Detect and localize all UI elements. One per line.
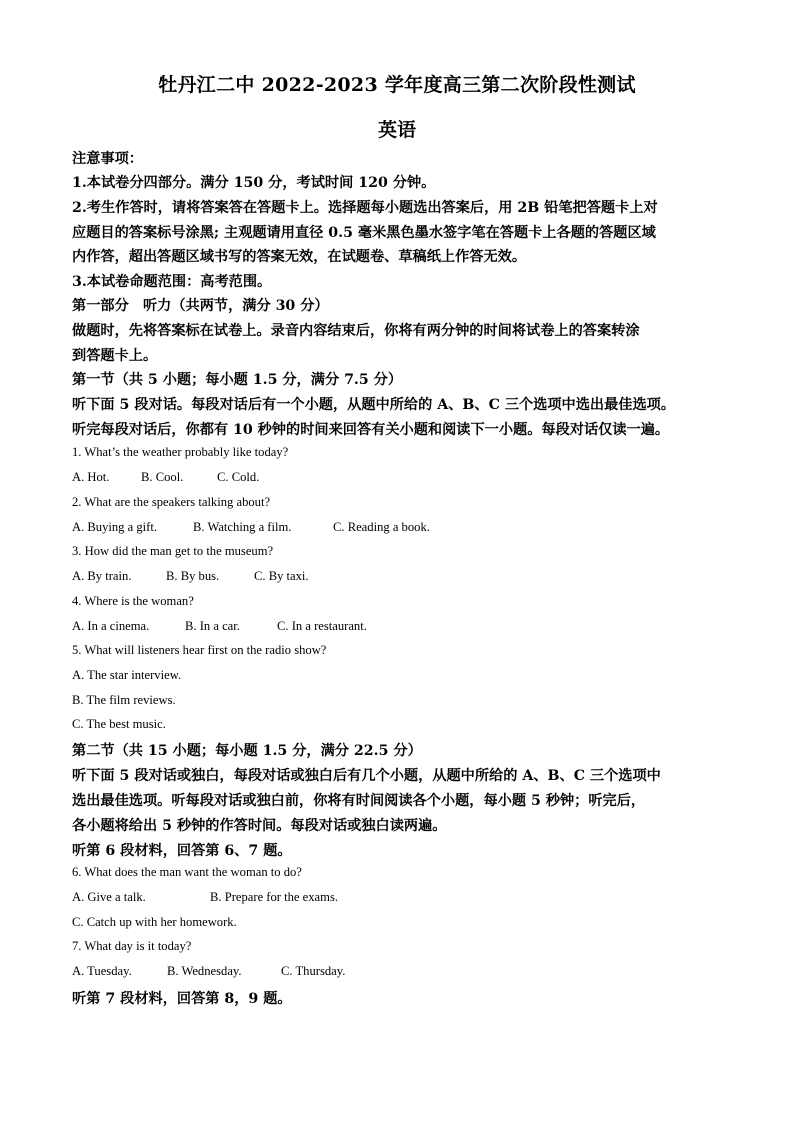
question-7-option-c: C. Thursday. bbox=[281, 964, 346, 978]
section2-heading: 第二节（共 15 小题；每小题 1.5 分，满分 22.5 分） bbox=[72, 743, 422, 759]
question-6-options bbox=[72, 890, 338, 905]
question-1-stem: 1. What’s the weather probably like today? bbox=[72, 445, 289, 459]
question-4-option-a: A. In a cinema. bbox=[72, 619, 150, 633]
question-5-stem: 5. What will listeners hear first on the radio show? bbox=[72, 643, 327, 657]
question-6-option-b: B. Prepare for the exams. bbox=[210, 890, 338, 904]
question-3-option-b: B. By bus. bbox=[166, 569, 220, 583]
subject-title: 英语 bbox=[377, 119, 416, 141]
note-item-3: 3.本试卷命题范围：高考范围。 bbox=[72, 274, 272, 290]
section1-instruction-line-1: 听下面 5 段对话。每段对话后有一个小题，从题中所给的 A、B、C 三个选项中选出最佳选项。 bbox=[72, 397, 676, 413]
question-1-options bbox=[72, 470, 259, 485]
part1-intro-line-2: 到答题卡上。 bbox=[72, 348, 158, 364]
question-6-stem: 6. What does the man want the woman to do? bbox=[72, 865, 302, 879]
material-6-heading: 听第 6 段材料，回答第 6、7 题。 bbox=[72, 843, 292, 859]
question-7-stem: 7. What day is it today? bbox=[72, 939, 192, 953]
question-2-option-c: C. Reading a book. bbox=[333, 520, 430, 534]
question-1-option-b: B. Cool. bbox=[141, 470, 184, 484]
exam-title: 牡丹江二中 2022-2023 学年度高三第二次阶段性测试 bbox=[158, 74, 636, 96]
notes-heading: 注意事项： bbox=[72, 151, 143, 167]
question-2-stem: 2. What are the speakers talking about? bbox=[72, 495, 271, 509]
question-3-stem: 3. How did the man get to the museum? bbox=[72, 544, 274, 558]
section2-instruction-line-2: 选出最佳选项。听每段对话或独白前，你将有时间阅读各个小题，每小题 5 秒钟；听完后， bbox=[72, 793, 646, 809]
question-1-option-c: C. Cold. bbox=[217, 470, 260, 484]
question-2-option-b: B. Watching a film. bbox=[193, 520, 292, 534]
question-3-option-a: A. By train. bbox=[72, 569, 132, 583]
question-5-option-c: C. The best music. bbox=[72, 717, 166, 731]
question-4-option-c: C. In a restaurant. bbox=[277, 619, 367, 633]
note-item-2-line-3: 内作答，超出答题区域书写的答案无效，在试题卷、草稿纸上作答无效。 bbox=[72, 249, 527, 265]
part1-heading: 第一部分 听力（共两节，满分 30 分） bbox=[72, 298, 329, 314]
question-2-option-a: A. Buying a gift. bbox=[72, 520, 158, 534]
question-4-stem: 4. Where is the woman? bbox=[72, 594, 194, 608]
question-6-option-a: A. Give a talk. bbox=[72, 890, 146, 904]
question-5-option-b: B. The film reviews. bbox=[72, 693, 176, 707]
section2-instruction-line-3: 各小题将给出 5 秒钟的作答时间。每段对话或独白读两遍。 bbox=[72, 818, 447, 834]
question-7-option-a: A. Tuesday. bbox=[72, 964, 132, 978]
question-1-option-a: A. Hot. bbox=[72, 470, 110, 484]
section1-instruction-line-2: 听完每段对话后，你都有 10 秒钟的时间来回答有关小题和阅读下一小题。每段对话仅读一遍。 bbox=[72, 422, 670, 438]
question-7-options bbox=[72, 964, 345, 979]
note-item-2-line-2: 应题目的答案标号涂黑; 主观题请用直径 0.5 毫米黑色墨水签字笔在答题卡上各题的答题区域 bbox=[72, 225, 656, 241]
question-5-option-a: A. The star interview. bbox=[72, 668, 182, 682]
part1-intro-line-1: 做题时，先将答案标在试卷上。录音内容结束后，你将有两分钟的时间将试卷上的答案转涂 bbox=[72, 323, 640, 339]
question-2-options bbox=[72, 520, 430, 535]
question-4-options bbox=[72, 619, 367, 634]
note-item-1: 1.本试卷分四部分。满分 150 分，考试时间 120 分钟。 bbox=[72, 175, 436, 191]
section2-instruction-line-1: 听下面 5 段对话或独白，每段对话或独白后有几个小题，从题中所给的 A、B、C 三个选项中 bbox=[72, 768, 661, 784]
question-7-option-b: B. Wednesday. bbox=[167, 964, 242, 978]
note-item-2-line-1: 2.考生作答时，请将答案答在答题卡上。选择题每小题选出答案后，用 2B 铅笔把答题卡上对 bbox=[72, 200, 658, 216]
material-7-heading: 听第 7 段材料，回答第 8，9 题。 bbox=[72, 991, 292, 1007]
section1-heading: 第一节（共 5 小题；每小题 1.5 分，满分 7.5 分） bbox=[72, 372, 403, 388]
question-4-option-b: B. In a car. bbox=[185, 619, 240, 633]
question-3-option-c: C. By taxi. bbox=[254, 569, 309, 583]
question-3-options bbox=[72, 569, 309, 584]
question-6-option-c: C. Catch up with her homework. bbox=[72, 915, 237, 929]
